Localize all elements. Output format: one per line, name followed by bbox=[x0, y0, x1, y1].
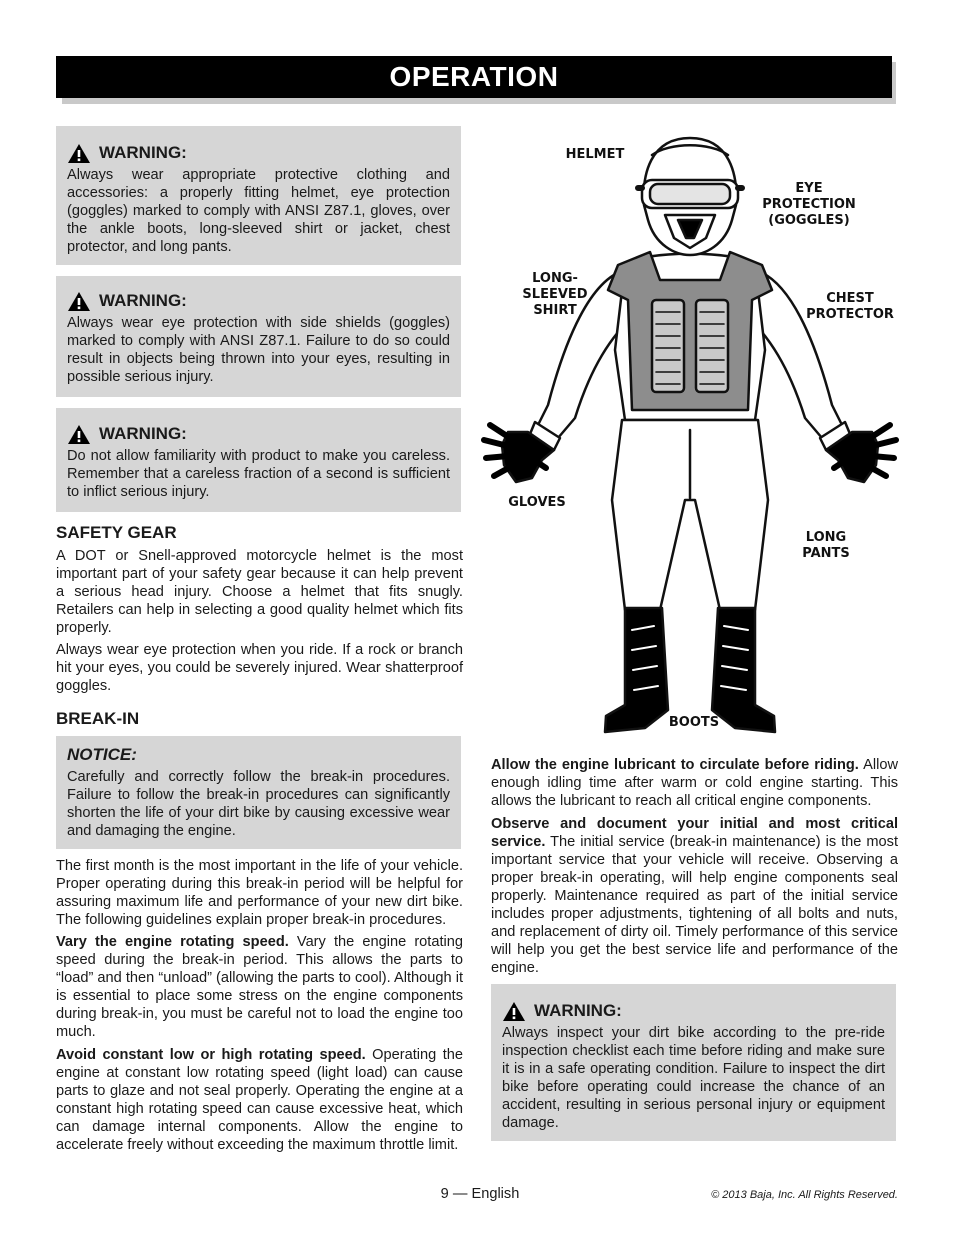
label-long-sleeved-shirt: LONG-SLEEVED SHIRT bbox=[522, 271, 588, 318]
warning-box-inspection bbox=[491, 984, 896, 1141]
safety-gear-paragraph: A DOT or Snell-approved motorcycle helmet is the most important part of your safety gear because it can help prevent a serious head injury. Choose a helmet that fits snugly. Retailers can help in selecting a good quality helmet which fits properly. bbox=[56, 548, 463, 636]
page-number: 9 — English bbox=[440, 1186, 520, 1202]
warning-title: WARNING: bbox=[534, 1001, 622, 1020]
notice-text: Carefully and correctly follow the break-in procedures. Failure to follow the break-in procedures can significantly shorten the life of your dirt bike by causing excessive wear and damaging the engine. bbox=[67, 769, 450, 839]
warning-text: Always wear appropriate protective clothing and accessories: a properly fitting helmet, eye protection (goggles) marked to comply with ANSI Z87.1, gloves, over the ankle boots, long-sleeved shirt or jacket, chest protector, and long pants. bbox=[67, 167, 450, 255]
break-in-paragraph: Allow the engine lubricant to circulate before riding. Allow enough idling time after warm or cold engine starting. This allows the lubricant to reach all critical engine components. bbox=[491, 757, 898, 809]
warning-triangle-icon bbox=[67, 143, 91, 164]
label-chest-protector: CHEST PROTECTOR bbox=[806, 291, 894, 322]
break-in-paragraph: The first month is the most important in the life of your vehicle. Proper operating during this break-in period will be helpful for assuring maximum life and performance of your new dirt bike. The following guidelines explain proper break-in procedures. bbox=[56, 858, 463, 928]
notice-title: NOTICE: bbox=[67, 745, 137, 764]
warning-title: WARNING: bbox=[99, 424, 187, 443]
warning-box-eye-protection bbox=[56, 276, 461, 397]
break-in-paragraph: Vary the engine rotating speed. Vary the engine rotating speed during the break-in period. This allows the parts to “load” and then “unload” (allowing the parts to cool). Although it is essential to place some stress on the engine components during break-in, you must be careful not to load the engine too much. bbox=[56, 934, 463, 1040]
warning-title: WARNING: bbox=[99, 291, 187, 310]
label-boots: BOOTS bbox=[668, 715, 720, 730]
label-long-pants: LONG PANTS bbox=[802, 530, 850, 561]
break-in-paragraph: Avoid constant low or high rotating speed. Operating the engine at constant low rotating speed (light load) can cause parts to glaze and not seal properly. Operating the engine at a constant high rotating speed can cause excessive heat, which can damage internal components. Allow the engine to accelerate freely without exceeding the maximum throttle limit. bbox=[56, 1047, 463, 1153]
safety-gear-paragraph: Always wear eye protection when you ride. If a rock or branch hit your eyes, you could be severely injured. Wear shatterproof goggles. bbox=[56, 642, 463, 694]
warning-triangle-icon bbox=[502, 1001, 526, 1022]
warning-title: WARNING: bbox=[99, 143, 187, 162]
safety-gear-heading: SAFETY GEAR bbox=[56, 523, 177, 542]
label-eye-protection: EYE PROTECTION (GOGGLES) bbox=[762, 181, 856, 228]
copyright: © 2013 Baja, Inc. All Rights Reserved. bbox=[711, 1189, 898, 1201]
warning-triangle-icon bbox=[67, 424, 91, 445]
label-helmet: HELMET bbox=[565, 147, 625, 162]
notice-box bbox=[56, 736, 461, 849]
label-gloves: GLOVES bbox=[508, 495, 566, 510]
break-in-paragraph: Observe and document your initial and most critical service. The initial service (break-in maintenance) is the most important service that your vehicle will receive. Observing a proper break-in operating, will help engine components seal properly. Maintenance required as part of the initial service includes proper adjustments, tightening of all bolts and nuts, and replacement of dirty oil. Timely performance of this service will help you get the best service life and performance of the engine. bbox=[491, 816, 898, 976]
break-in-heading: BREAK-IN bbox=[56, 709, 140, 728]
warning-text: Always inspect your dirt bike according to the pre-ride inspection checklist each time before riding and make sure it is in a safe operating condition. Failure to inspect the dirt bike before operating could increase the chance of an accident, resulting in serious personal injury or equipment damage. bbox=[502, 1025, 885, 1131]
warning-box-familiarity bbox=[56, 408, 461, 512]
warning-text: Do not allow familiarity with product to make you careless. Remember that a careless fraction of a second is sufficient to inflict serious injury. bbox=[67, 448, 450, 500]
warning-box-clothing bbox=[56, 126, 461, 265]
page-title: OPERATION bbox=[56, 56, 892, 98]
warning-triangle-icon bbox=[67, 291, 91, 312]
warning-text: Always wear eye protection with side shields (goggles) marked to comply with ANSI Z87.1. Failure to do so could result in objects being thrown into your eyes, resulting in possible serious injury. bbox=[67, 315, 450, 385]
